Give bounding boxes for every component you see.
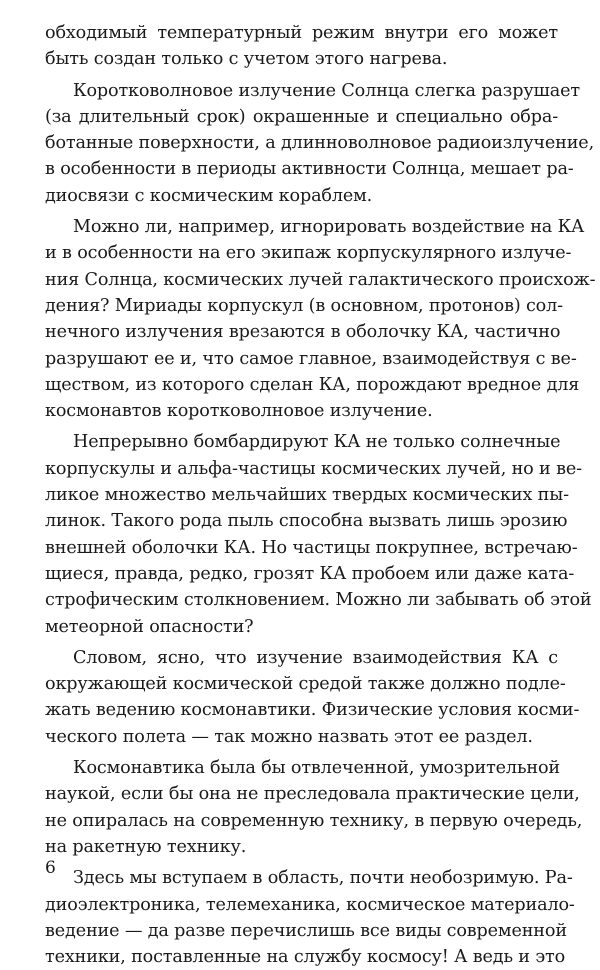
paragraph-continued: [45, 20, 558, 73]
text-line: Коротковолновое излучение Солнца слегка разрушает: [73, 80, 580, 101]
text-line: техники, поставленные на службу космосу! А ведь и это: [45, 947, 566, 968]
paragraph-shortwave-radiation: [45, 78, 595, 209]
text-line: в особенности в периоды активности Солнца, мешает ра-: [45, 159, 574, 180]
text-line: нечного излучения врезаются в оболочку КА, частично: [45, 322, 561, 343]
paragraph-cosmonautics-science: [45, 755, 583, 860]
text-line: ческого полета — так можно назвать этот ее раздел.: [45, 726, 533, 747]
text-line: щиеся, правда, редко, грозят КА пробоем или даже ката-: [45, 563, 575, 584]
text-line: внешней оболочки КА. Но частицы покрупнее, встречаю-: [45, 537, 578, 558]
text-line: (за длительный срок) окрашенные и специально обра-: [45, 106, 558, 127]
text-line: Космонавтика была бы отвлеченной, умозрительной: [73, 758, 560, 779]
text-line: космонавтов коротковолновое излучение.: [45, 401, 433, 422]
text-line: метеорной опасности?: [45, 616, 254, 637]
text-line: корпускулы и альфа-частицы космических лучей, но и ве-: [45, 458, 582, 479]
document-page: [45, 20, 596, 970]
text-line: обходимый температурный режим внутри его может: [45, 23, 558, 43]
text-line: строфическим столкновением. Можно ли забывать об этой: [45, 590, 592, 611]
text-line: наукой, если бы она не преследовала практические цели,: [45, 784, 580, 805]
paragraph-corpuscular-radiation: [45, 214, 596, 424]
text-line: не опиралась на современную технику, в первую очередь,: [45, 810, 583, 831]
text-line: разрушают ее и, что самое главное, взаимодействуя с ве-: [45, 348, 577, 369]
text-line: быть создан только с учетом этого нагрева.: [45, 49, 448, 70]
text-line: окружающей космической средой также должно подле-: [45, 674, 566, 695]
text-line: ликое множество мельчайших твердых космических пы-: [45, 485, 569, 506]
text-line: диоэлектроника, телемеханика, космическое материало-: [45, 894, 575, 915]
text-line: ществом, из которого сделан КА, порождают вредное для: [45, 374, 580, 395]
paragraph-meteor-danger: [45, 429, 592, 639]
text-line: на ракетную технику.: [45, 836, 247, 857]
text-line: и в особенности на его экипаж корпускулярного излуче-: [45, 243, 572, 264]
page-number: 6: [45, 858, 56, 878]
text-line: жать ведению космонавтики. Физические условия косми-: [45, 700, 580, 721]
text-line: ведение — да разве перечислишь все виды современной: [45, 920, 567, 941]
paragraph-space-environment: [45, 645, 580, 750]
text-line: Здесь мы вступаем в область, почти необозримую. Ра-: [73, 868, 573, 889]
text-line: ния Солнца, космических лучей галактического происхож-: [45, 269, 596, 290]
text-line: Можно ли, например, игнорировать воздействие на КА: [73, 217, 585, 238]
text-line: линок. Такого рода пыль способна вызвать лишь эрозию: [45, 511, 568, 532]
text-line: диосвязи с космическим кораблем.: [45, 185, 373, 206]
paragraph-technology: [45, 865, 575, 970]
text-line: ботанные поверхности, а длинноволновое радиоизлучение,: [45, 133, 595, 154]
text-line: дения? Мириады корпускул (в основном, протонов) сол-: [45, 295, 563, 316]
text-line: Непрерывно бомбардируют КА не только солнечные: [73, 432, 561, 453]
text-line: Словом, ясно, что изучение взаимодействия КА с: [73, 647, 558, 668]
